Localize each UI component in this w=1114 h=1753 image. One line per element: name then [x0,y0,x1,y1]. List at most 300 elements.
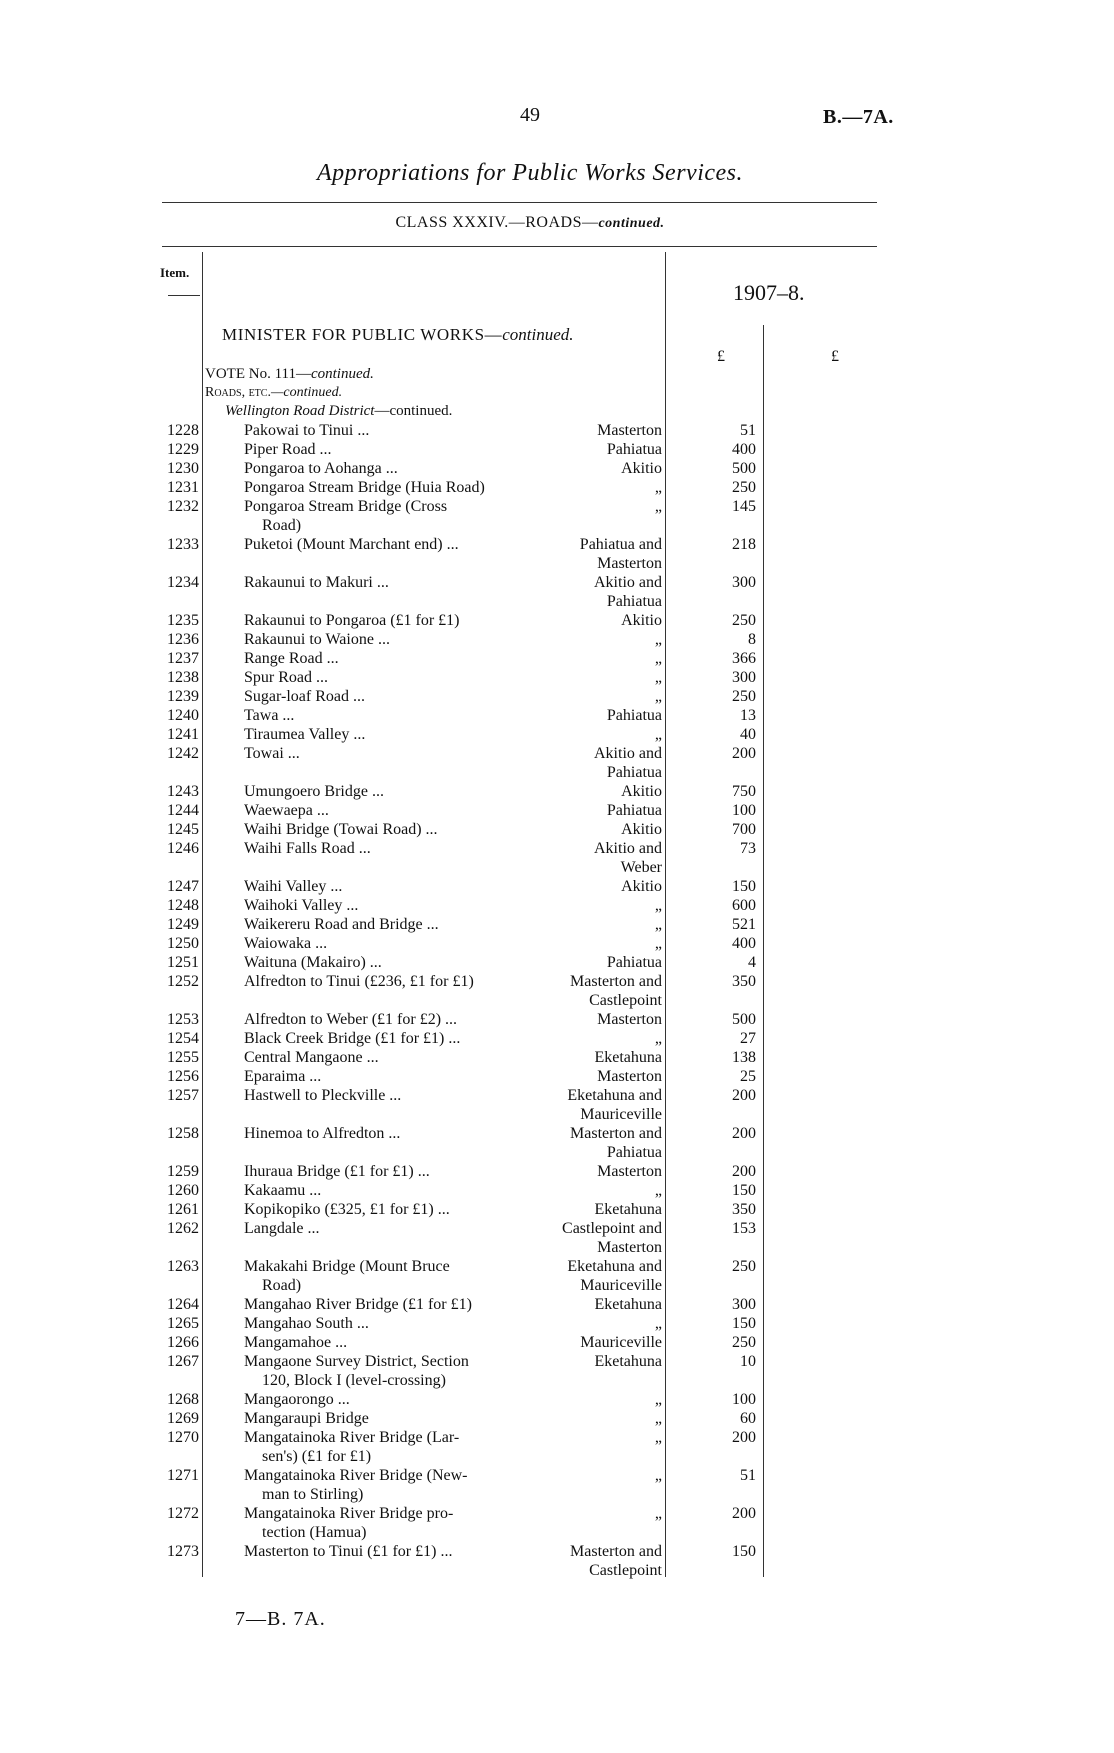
electorate [530,1086,662,1124]
item-number: 1253 [167,1011,199,1028]
amount: 600 [732,897,756,914]
vote-heading-main: VOTE No. 111— [205,366,311,382]
item-number: 1241 [167,726,199,743]
item-description [244,1162,534,1181]
amount: 150 [732,1543,756,1560]
item-column-header: Item. [160,265,190,280]
amount: 100 [732,802,756,819]
amount: 150 [732,1315,756,1332]
column-divider-electorate [665,252,666,1577]
electorate [530,1162,662,1181]
amount: 200 [732,1125,756,1142]
item-description-line: Spur Road ... [244,669,328,686]
item-description [244,1257,534,1295]
amount: 51 [740,422,756,439]
item-description [244,1333,534,1352]
item-number: 1248 [167,897,199,914]
electorate-line: „ [654,1391,662,1408]
electorate [530,478,662,497]
item-number: 1230 [167,460,199,477]
amount: 8 [748,631,756,648]
item-description [244,535,534,554]
electorate [530,459,662,478]
amount: 500 [732,460,756,477]
item-number: 1261 [167,1201,199,1218]
item-number: 1251 [167,954,199,971]
electorate-line: „ [654,1429,662,1446]
item-description [244,668,534,687]
minister-heading-main: MINISTER FOR PUBLIC WORKS— [222,325,503,344]
item-description [244,1067,534,1086]
item-description-line: Tiraumea Valley ... [244,726,366,743]
amount: 13 [740,707,756,724]
electorate [530,782,662,801]
column-divider-item [202,252,203,1577]
top-rule [162,202,877,203]
item-description-line: Umungoero Bridge ... [244,783,384,800]
district-heading [225,403,452,420]
roads-heading [205,385,342,401]
year-column-header: 1907–8. [733,280,805,305]
amount: 250 [732,688,756,705]
item-description [244,478,534,497]
electorate-line: Masterton [597,1239,662,1256]
amount: 145 [732,498,756,515]
district-heading-main: Wellington Road District [225,403,375,419]
item-number: 1266 [167,1334,199,1351]
electorate [530,1067,662,1086]
electorate-line: Masterton [597,555,662,572]
amount: 521 [732,916,756,933]
electorate [530,1295,662,1314]
item-description-line: Sugar-loaf Road ... [244,688,365,705]
electorate [530,706,662,725]
item-number: 1256 [167,1068,199,1085]
item-description-line: Rakaunui to Pongaroa (£1 for £1) [244,612,460,629]
item-number: 1242 [167,745,199,762]
item-description [244,440,534,459]
item-number: 1264 [167,1296,199,1313]
item-number: 1263 [167,1258,199,1275]
item-description [244,1504,534,1542]
item-description-line: 120, Block I (level-crossing) [262,1372,446,1389]
electorate-line: Pahiatua [606,764,662,781]
amount: 300 [732,1296,756,1313]
electorate-line: „ [654,1315,662,1332]
amount: 138 [732,1049,756,1066]
item-description [244,1029,534,1048]
item-description-line: Mangatainoka River Bridge pro- [244,1505,454,1522]
item-number: 1247 [167,878,199,895]
item-description-line: Langdale ... [244,1220,320,1237]
item-description [244,782,534,801]
electorate-line: „ [654,498,662,515]
amount: 150 [732,878,756,895]
amount: 51 [740,1467,756,1484]
page-title: Appropriations for Public Works Services. [316,160,744,186]
currency-symbol-1: £ [717,348,725,365]
item-description [244,934,534,953]
item-description [244,1219,534,1238]
electorate [530,573,662,611]
item-number: 1245 [167,821,199,838]
item-description [244,573,534,592]
item-number: 1265 [167,1315,199,1332]
item-description-line: Mangatainoka River Bridge (Lar- [244,1429,460,1446]
item-description-line: Towai ... [244,745,300,762]
amount: 400 [732,935,756,952]
item-number: 1235 [167,612,199,629]
item-description [244,1314,534,1333]
amount: 27 [740,1030,756,1047]
electorate-line: „ [654,1505,662,1522]
amount: 200 [732,745,756,762]
electorate-line: Castlepoint and [562,1220,662,1237]
vote-heading-continued: continued. [310,366,374,382]
item-description [244,421,534,440]
electorate-line: Akitio [621,783,662,800]
electorate-line: Masterton and [570,1125,662,1142]
item-description-line: Eparaima ... [244,1068,322,1085]
item-description [244,744,534,763]
electorate [530,1200,662,1219]
item-description [244,896,534,915]
item-description-line: Waituna (Makairo) ... [244,954,382,971]
electorate-line: Eketahuna and [567,1087,662,1104]
item-number: 1237 [167,650,199,667]
electorate-line: Akitio and [594,574,662,591]
item-description-line: Waihi Bridge (Towai Road) ... [244,821,438,838]
electorate [530,1352,662,1371]
item-description-line: Pongaroa Stream Bridge (Huia Road) [244,479,485,496]
electorate [530,1010,662,1029]
electorate [530,801,662,820]
item-description-line: Alfredton to Weber (£1 for £2) ... [244,1011,458,1028]
electorate-line: „ [654,1030,662,1047]
item-number: 1239 [167,688,199,705]
electorate-line: Eketahuna [594,1201,662,1218]
electorate-line: Akitio [621,612,662,629]
item-description [244,497,534,535]
amount: 400 [732,441,756,458]
header-rule [162,246,877,247]
electorate-line: Mauriceville [580,1277,662,1294]
electorate-line: Akitio [621,878,662,895]
item-description [244,877,534,896]
item-description [244,1181,534,1200]
electorate-line: „ [654,897,662,914]
item-number: 1229 [167,441,199,458]
item-description [244,972,534,991]
amount: 200 [732,1505,756,1522]
electorate-line: „ [654,916,662,933]
item-description-line: Pongaroa Stream Bridge (Cross [244,498,448,515]
item-description-line: Waihoki Valley ... [244,897,359,914]
electorate-line: Pahiatua [606,593,662,610]
item-description-line: Alfredton to Tinui (£236, £1 for £1) [244,973,474,990]
class-title-continued: continued. [598,216,665,231]
item-header-underline [168,295,200,296]
electorate-line: Masterton and [570,1543,662,1560]
electorate [530,820,662,839]
amount: 300 [732,669,756,686]
item-description [244,1390,534,1409]
electorate-line: „ [654,669,662,686]
amount: 366 [732,650,756,667]
amount: 250 [732,479,756,496]
item-description-line: Hastwell to Pleckville ... [244,1087,402,1104]
item-description-line: Piper Road ... [244,441,332,458]
item-description [244,1466,534,1504]
amount: 10 [740,1353,756,1370]
amount: 218 [732,536,756,553]
item-number: 1254 [167,1030,199,1047]
electorate [530,497,662,516]
item-description [244,1295,534,1314]
item-description-line: sen's) (£1 for £1) [262,1448,372,1465]
item-description-line: Mangahao South ... [244,1315,369,1332]
amount: 350 [732,973,756,990]
item-number: 1260 [167,1182,199,1199]
item-description [244,1352,534,1390]
electorate [530,877,662,896]
amount: 200 [732,1163,756,1180]
electorate-line: Pahiatua [606,954,662,971]
item-description-line: Waikereru Road and Bridge ... [244,916,439,933]
item-description [244,687,534,706]
electorate [530,649,662,668]
electorate [530,687,662,706]
item-number: 1268 [167,1391,199,1408]
amount: 250 [732,1334,756,1351]
electorate-line: Eketahuna [594,1353,662,1370]
item-number: 1262 [167,1220,199,1237]
class-title [0,214,1060,232]
electorate [530,421,662,440]
item-number: 1270 [167,1429,199,1446]
electorate-line: Eketahuna and [567,1258,662,1275]
electorate [530,839,662,877]
electorate-line: „ [654,479,662,496]
item-description-line: Kakaamu ... [244,1182,322,1199]
item-number: 1243 [167,783,199,800]
item-description-line: tection (Hamua) [262,1524,367,1541]
electorate [530,1257,662,1295]
item-description [244,459,534,478]
class-title-main: CLASS XXXIV.—ROADS— [395,214,599,231]
amount: 250 [732,612,756,629]
electorate [530,972,662,1010]
electorate-line: „ [654,631,662,648]
electorate-line: Pahiatua [606,707,662,724]
item-description [244,1048,534,1067]
item-description-line: Puketoi (Mount Marchant end) ... [244,536,459,553]
electorate [530,934,662,953]
item-number: 1257 [167,1087,199,1104]
electorate [530,1124,662,1162]
item-description [244,953,534,972]
column-divider-amount [763,325,764,1577]
district-heading-continued: —continued. [374,403,453,419]
item-description-line: Black Creek Bridge (£1 for £1) ... [244,1030,461,1047]
item-number: 1258 [167,1125,199,1142]
electorate-line: Masterton and [570,973,662,990]
electorate [530,1181,662,1200]
electorate-line: „ [654,1410,662,1427]
electorate-line: Akitio [621,460,662,477]
amount: 350 [732,1201,756,1218]
item-description-line: Waewaepa ... [244,802,329,819]
vote-heading [205,366,374,383]
electorate [530,535,662,573]
item-description-line: Mangamahoe ... [244,1334,348,1351]
electorate [530,1390,662,1409]
item-description-line: Central Mangaone ... [244,1049,379,1066]
amount: 4 [748,954,756,971]
document-reference: B.—7A. [823,106,894,128]
item-number: 1267 [167,1353,199,1370]
item-number: 1228 [167,422,199,439]
item-description-line: Range Road ... [244,650,339,667]
item-description-line: Ihuraua Bridge (£1 for £1) ... [244,1163,430,1180]
electorate [530,440,662,459]
electorate [530,1333,662,1352]
page-number: 49 [520,104,540,126]
item-description-line: Kopikopiko (£325, £1 for £1) ... [244,1201,450,1218]
electorate [530,630,662,649]
item-description-line: Mangaraupi Bridge [244,1410,369,1427]
item-number: 1252 [167,973,199,990]
item-description-line: Makakahi Bridge (Mount Bruce [244,1258,450,1275]
electorate-line: Pahiatua [606,441,662,458]
electorate [530,668,662,687]
electorate-line: Weber [620,859,662,876]
minister-heading-continued: continued. [502,325,574,344]
electorate-line: Mauriceville [580,1106,662,1123]
electorate-line: Masterton [597,1011,662,1028]
amount: 60 [740,1410,756,1427]
minister-heading [222,325,574,345]
electorate [530,1466,662,1485]
item-description [244,1428,534,1466]
item-description-line: Waiowaka ... [244,935,328,952]
currency-symbol-2: £ [831,348,839,365]
item-number: 1244 [167,802,199,819]
electorate-line: Castlepoint [589,992,662,1009]
electorate [530,1504,662,1523]
electorate-line: Masterton [597,422,662,439]
electorate-line: Pahiatua and [579,536,662,553]
roads-heading-continued: —continued. [270,385,343,400]
item-description [244,706,534,725]
item-number: 1271 [167,1467,199,1484]
electorate-line: „ [654,1467,662,1484]
item-description-line: Hinemoa to Alfredton ... [244,1125,401,1142]
electorate-line: Pahiatua [606,1144,662,1161]
item-number: 1240 [167,707,199,724]
amount: 250 [732,1258,756,1275]
amount: 500 [732,1011,756,1028]
item-number: 1272 [167,1505,199,1522]
electorate [530,1219,662,1257]
roads-heading-main: Roads, etc. [205,385,271,400]
amount: 200 [732,1087,756,1104]
item-number: 1250 [167,935,199,952]
item-number: 1249 [167,916,199,933]
electorate-line: Akitio [621,821,662,838]
electorate-line: Masterton [597,1163,662,1180]
item-number: 1273 [167,1543,199,1560]
item-number: 1236 [167,631,199,648]
amount: 750 [732,783,756,800]
electorate [530,1314,662,1333]
electorate-line: Eketahuna [594,1296,662,1313]
item-number: 1246 [167,840,199,857]
item-number: 1255 [167,1049,199,1066]
item-number: 1234 [167,574,199,591]
electorate [530,1029,662,1048]
item-description [244,649,534,668]
item-description-line: Rakaunui to Makuri ... [244,574,389,591]
electorate [530,1048,662,1067]
amount: 150 [732,1182,756,1199]
item-description-line: Mangatainoka River Bridge (New- [244,1467,468,1484]
item-description [244,725,534,744]
item-description [244,1409,534,1428]
item-description-line: Pakowai to Tinui ... [244,422,370,439]
amount: 73 [740,840,756,857]
electorate [530,1409,662,1428]
electorate [530,1428,662,1447]
item-description [244,1086,534,1105]
item-description [244,1542,534,1561]
item-description [244,1200,534,1219]
item-number: 1231 [167,479,199,496]
electorate-line: Pahiatua [606,802,662,819]
item-description-line: Tawa ... [244,707,295,724]
electorate [530,896,662,915]
electorate-line: Akitio and [594,745,662,762]
item-description [244,839,534,858]
electorate-line: Castlepoint [589,1562,662,1579]
item-description [244,915,534,934]
item-description [244,820,534,839]
page-signature: 7—B. 7A. [235,1608,326,1630]
amount: 700 [732,821,756,838]
item-description-line: Mangaone Survey District, Section [244,1353,469,1370]
electorate-line: Masterton [597,1068,662,1085]
amount: 40 [740,726,756,743]
item-description [244,1010,534,1029]
amount: 100 [732,1391,756,1408]
item-description [244,1124,534,1143]
electorate [530,1542,662,1580]
amount: 25 [740,1068,756,1085]
amount: 153 [732,1220,756,1237]
item-number: 1233 [167,536,199,553]
item-description-line: Road) [262,517,302,534]
electorate [530,953,662,972]
item-description-line: Mangahao River Bridge (£1 for £1) [244,1296,472,1313]
amount: 200 [732,1429,756,1446]
electorate-line: „ [654,726,662,743]
electorate-line: Akitio and [594,840,662,857]
item-description-line: Waihi Falls Road ... [244,840,371,857]
electorate [530,725,662,744]
electorate-line: „ [654,1182,662,1199]
electorate-line: „ [654,650,662,667]
electorate [530,915,662,934]
